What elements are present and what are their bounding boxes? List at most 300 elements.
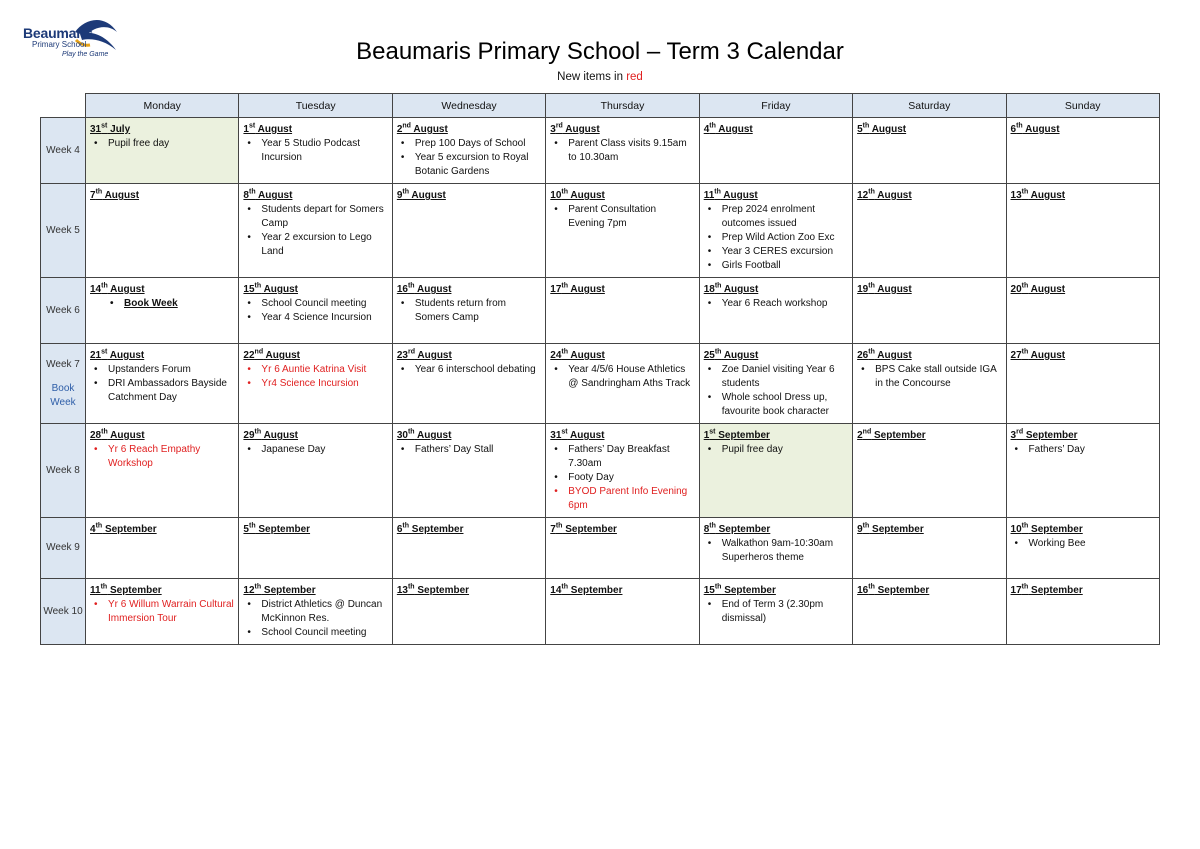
date-number: 28 [90, 430, 102, 441]
date-month: September [871, 430, 926, 441]
date-label [1011, 123, 1155, 137]
date-label [243, 584, 387, 598]
date-label [857, 189, 1001, 203]
day-header: Wednesday [392, 94, 545, 118]
date-number: 31 [90, 124, 102, 135]
day-cell [546, 579, 699, 645]
date-month: August [414, 284, 452, 295]
day-cell [1006, 424, 1159, 518]
event-list [243, 443, 387, 457]
event-item: • Zoe Daniel visiting Year 6 students [722, 363, 848, 391]
day-cell [392, 118, 545, 184]
date-suffix: th [561, 282, 568, 290]
date-number: 10 [550, 190, 562, 201]
date-number: 16 [396, 284, 408, 295]
event-list [397, 443, 541, 457]
date-month: August [410, 124, 448, 135]
day-header-row [41, 94, 1160, 118]
day-cell [239, 118, 392, 184]
corner-cell [41, 94, 86, 118]
week-sublabel: Book Week [50, 382, 76, 408]
week-label-cell [41, 118, 86, 184]
date-number: 13 [396, 585, 408, 596]
date-number: 29 [243, 430, 255, 441]
date-suffix: th [1016, 122, 1023, 130]
date-suffix: th [402, 522, 410, 530]
day-header: Friday [699, 94, 852, 118]
date-number: 2 [396, 124, 403, 135]
date-month: September [414, 585, 470, 596]
date-label [704, 429, 848, 443]
date-label [857, 429, 1001, 443]
event-list [90, 598, 234, 626]
date-suffix: th [1021, 188, 1029, 196]
date-suffix: rd [1016, 428, 1024, 436]
date-number: 11 [703, 190, 715, 201]
date-month: August [414, 350, 452, 361]
date-suffix: th [714, 348, 722, 356]
date-suffix: th [714, 188, 721, 196]
date-suffix: th [561, 583, 568, 591]
date-month: August [568, 350, 605, 361]
date-suffix: th [868, 583, 875, 591]
day-cell [239, 518, 392, 579]
date-month: September [1028, 585, 1083, 596]
event-list [1011, 443, 1155, 457]
date-label [1011, 523, 1155, 537]
event-item: • Year 6 interschool debating [415, 363, 541, 377]
date-label [90, 523, 234, 537]
date-month: August [255, 124, 293, 135]
date-label [704, 123, 848, 137]
date-label [550, 349, 694, 363]
date-month: August [261, 284, 299, 295]
date-number: 15 [243, 284, 255, 295]
date-month: August [562, 124, 600, 135]
date-number: 3 [1010, 430, 1017, 441]
date-suffix: rd [407, 348, 415, 356]
event-item: • Walkathon 9am-10:30am Superheros theme [722, 537, 848, 565]
event-item: • Prep Wild Action Zoo Exc [722, 231, 848, 245]
date-number: 4 [703, 124, 710, 135]
date-number: 19 [857, 284, 869, 295]
date-month: August [107, 284, 145, 295]
day-cell [853, 184, 1006, 278]
event-list [704, 598, 848, 626]
event-list [397, 297, 541, 325]
event-list [857, 363, 1001, 391]
event-list [704, 443, 848, 457]
logo-tagline: Play the Game [62, 51, 109, 58]
date-number: 1 [703, 430, 710, 441]
event-list [704, 537, 848, 565]
day-header: Sunday [1006, 94, 1159, 118]
event-item: • End of Term 3 (2.30pm dismissal) [722, 598, 848, 626]
event-item: • District Athletics @ Duncan McKinnon Res. [261, 598, 387, 626]
event-item: • Whole school Dress up, favourite book character [722, 391, 848, 419]
event-list [397, 363, 541, 377]
day-cell [239, 184, 392, 278]
day-cell [546, 344, 699, 424]
week-row [41, 278, 1160, 344]
date-number: 7 [550, 524, 556, 535]
date-label [704, 283, 848, 297]
date-suffix: th [868, 188, 875, 196]
event-item: • BYOD Parent Info Evening 6pm [568, 485, 694, 513]
event-item: • Pupil free day [722, 443, 848, 457]
date-suffix: st [248, 122, 256, 130]
day-cell [699, 344, 852, 424]
date-month: August [874, 284, 912, 295]
date-number: 11 [90, 585, 101, 596]
date-number: 23 [396, 350, 408, 361]
week-label-cell [41, 278, 86, 344]
day-cell [546, 184, 699, 278]
event-list [550, 203, 694, 231]
date-suffix: th [561, 188, 568, 196]
date-label [90, 584, 234, 598]
day-cell [546, 424, 699, 518]
date-suffix: th [402, 188, 410, 196]
date-number: 4 [90, 524, 96, 535]
date-number: 18 [703, 284, 715, 295]
date-number: 17 [1010, 585, 1022, 596]
day-cell [1006, 118, 1159, 184]
date-label [1011, 283, 1155, 297]
date-month: September [869, 524, 924, 535]
day-header: Monday [86, 94, 239, 118]
week-label-cell [41, 424, 86, 518]
date-suffix: th [709, 522, 716, 530]
day-cell [239, 579, 392, 645]
week-row [41, 424, 1160, 518]
day-cell [86, 118, 239, 184]
day-cell [699, 184, 852, 278]
day-cell [392, 278, 545, 344]
date-month: August [721, 284, 759, 295]
date-number: 14 [550, 585, 562, 596]
day-cell [239, 344, 392, 424]
date-number: 27 [1010, 350, 1022, 361]
event-item: • Year 3 CERES excursion [722, 245, 848, 259]
date-month: August [1022, 124, 1060, 135]
date-label [550, 123, 694, 137]
date-number: 7 [90, 190, 96, 201]
date-month: August [568, 190, 605, 201]
day-cell [86, 518, 239, 579]
date-label [397, 429, 541, 443]
date-month: August [107, 430, 145, 441]
date-label [397, 584, 541, 598]
date-number: 3 [550, 124, 556, 135]
legend-red-word: red [626, 71, 643, 83]
week-label: Week 7 [46, 358, 80, 370]
date-month: August [874, 190, 912, 201]
date-number: 6 [396, 524, 403, 535]
date-label [1011, 584, 1155, 598]
date-suffix: th [1021, 348, 1029, 356]
event-list [550, 137, 694, 165]
event-item: • Year 4 Science Incursion [261, 311, 387, 325]
week-label: Week 8 [46, 464, 80, 476]
date-number: 12 [857, 190, 869, 201]
date-month: September [715, 430, 770, 441]
event-list [397, 137, 541, 179]
date-suffix: th [561, 348, 568, 356]
week-label: Week 10 [43, 605, 83, 617]
day-cell [853, 278, 1006, 344]
date-month: August [567, 430, 605, 441]
event-item: • Yr 6 Reach Empathy Workshop [108, 443, 234, 471]
week-label: Week 5 [46, 224, 80, 236]
day-cell [86, 424, 239, 518]
date-month: August [720, 190, 758, 201]
day-cell [1006, 184, 1159, 278]
date-month: July [107, 124, 131, 135]
page-title: Beaumaris Primary School – Term 3 Calendar [356, 38, 844, 65]
date-label [1011, 429, 1155, 443]
day-cell [1006, 579, 1159, 645]
event-item: • Working Bee [1029, 537, 1155, 551]
date-number: 14 [90, 284, 102, 295]
date-number: 15 [703, 585, 715, 596]
date-label [550, 283, 694, 297]
date-number: 24 [550, 350, 562, 361]
day-cell [853, 518, 1006, 579]
event-item: • Year 5 Studio Podcast Incursion [261, 137, 387, 165]
day-cell [546, 118, 699, 184]
day-cell [1006, 518, 1159, 579]
date-suffix: th [101, 428, 108, 436]
date-suffix: nd [862, 428, 872, 436]
date-number: 12 [243, 585, 255, 596]
date-number: 21 [90, 350, 102, 361]
day-header: Thursday [546, 94, 699, 118]
date-suffix: th [254, 282, 262, 290]
event-list [550, 363, 694, 391]
date-suffix: st [101, 122, 108, 130]
date-suffix: th [248, 522, 256, 530]
date-number: 6 [1010, 124, 1017, 135]
day-cell [853, 118, 1006, 184]
event-item: • Year 5 excursion to Royal Botanic Gardens [415, 151, 541, 179]
date-label [1011, 189, 1155, 203]
date-label [704, 349, 848, 363]
date-month: September [409, 524, 464, 535]
event-list [90, 443, 234, 471]
calendar-table [40, 93, 1160, 645]
date-number: 5 [243, 524, 249, 535]
date-suffix: th [868, 282, 875, 290]
date-label [857, 584, 1001, 598]
event-item: • Students depart for Somers Camp [261, 203, 387, 231]
date-suffix: th [407, 428, 415, 436]
date-label [550, 584, 694, 598]
day-cell [699, 424, 852, 518]
date-month: September [562, 524, 617, 535]
event-item: • Pupil free day [108, 137, 234, 151]
day-cell [86, 579, 239, 645]
date-suffix: th [95, 188, 103, 196]
event-item: • Prep 100 Days of School [415, 137, 541, 151]
logo-name: Beaumaris [23, 25, 93, 41]
date-label [90, 429, 234, 443]
event-item: • Yr 6 Auntie Katrina Visit [261, 363, 387, 377]
date-number: 17 [550, 284, 562, 295]
date-suffix: th [709, 122, 716, 130]
date-suffix: th [101, 282, 108, 290]
event-list [704, 203, 848, 273]
day-cell [699, 579, 852, 645]
day-cell [392, 424, 545, 518]
date-label [550, 523, 694, 537]
day-header: Tuesday [239, 94, 392, 118]
day-cell [1006, 344, 1159, 424]
event-list [243, 363, 387, 391]
date-label [857, 123, 1001, 137]
week-label: Week 4 [46, 144, 80, 156]
day-cell [239, 424, 392, 518]
event-list [243, 203, 387, 259]
date-month: August [409, 190, 446, 201]
date-month: September [255, 524, 311, 535]
event-item: • Footy Day [568, 471, 694, 485]
day-cell [392, 518, 545, 579]
week-row [41, 184, 1160, 278]
date-month: September [874, 585, 930, 596]
day-cell [86, 184, 239, 278]
day-cell [699, 278, 852, 344]
date-label [90, 189, 234, 203]
date-number: 30 [396, 430, 408, 441]
event-list [90, 137, 234, 151]
date-label [243, 349, 387, 363]
date-suffix: th [1021, 522, 1029, 530]
date-suffix: th [714, 583, 722, 591]
week-row [41, 344, 1160, 424]
date-label [704, 584, 848, 598]
date-label [1011, 349, 1155, 363]
event-item: • DRI Ambassadors Bayside Catchment Day [108, 377, 234, 405]
date-number: 2 [857, 430, 863, 441]
date-label [397, 349, 541, 363]
event-list [90, 363, 234, 405]
event-item: • Year 6 Reach workshop [722, 297, 848, 311]
day-cell [699, 518, 852, 579]
event-item: • Fathers’ Day Stall [415, 443, 541, 457]
date-suffix: nd [402, 122, 411, 130]
date-label [857, 349, 1001, 363]
week-row [41, 518, 1160, 579]
date-month: September [1028, 524, 1083, 535]
day-cell [853, 424, 1006, 518]
day-cell [853, 579, 1006, 645]
date-month: August [874, 350, 912, 361]
date-number: 8 [243, 190, 249, 201]
date-number: 8 [703, 524, 710, 535]
date-suffix: th [100, 583, 108, 591]
date-suffix: th [862, 522, 870, 530]
date-label [397, 189, 541, 203]
event-list [550, 443, 694, 513]
logo-subtitle: Primary School [32, 40, 87, 49]
event-item: • Year 4/5/6 House Athletics @ Sandringham Aths Track [568, 363, 694, 391]
date-month: August [261, 430, 299, 441]
date-month: September [1023, 430, 1078, 441]
date-month: August [263, 350, 300, 361]
event-item: • Japanese Day [261, 443, 387, 457]
date-label [550, 429, 694, 443]
event-list [243, 297, 387, 325]
event-item: • Yr 6 Willum Warrain Cultural Immersion Tour [108, 598, 234, 626]
date-label [243, 123, 387, 137]
date-number: 1 [243, 124, 249, 135]
calendar-body [41, 118, 1160, 645]
date-month: September [715, 524, 771, 535]
week-label-cell [41, 518, 86, 579]
event-item: • Yr4 Science Incursion [261, 377, 387, 391]
day-cell [546, 278, 699, 344]
week-label-cell [41, 184, 86, 278]
date-number: 22 [243, 350, 255, 361]
event-list [1011, 537, 1155, 551]
week-label: Week 6 [46, 304, 80, 316]
date-label [397, 283, 541, 297]
date-label [90, 283, 234, 297]
event-item: • Parent Class visits 9.15am to 10.30am [568, 137, 694, 165]
date-suffix: th [95, 522, 103, 530]
event-item: • Fathers’ Day [1029, 443, 1155, 457]
event-item: • Prep 2024 enrolment outcomes issued [722, 203, 848, 231]
event-item: • School Council meeting [261, 626, 387, 640]
event-item: • Girls Football [722, 259, 848, 273]
date-month: September [568, 585, 623, 596]
date-month: August [568, 284, 605, 295]
day-cell [853, 344, 1006, 424]
day-cell [239, 278, 392, 344]
date-suffix: nd [254, 348, 264, 356]
date-number: 9 [396, 190, 403, 201]
date-month: September [261, 585, 316, 596]
day-cell [392, 579, 545, 645]
day-cell [546, 518, 699, 579]
date-month: August [1028, 350, 1066, 361]
date-label [704, 189, 848, 203]
date-suffix: th [862, 122, 870, 130]
day-cell [86, 344, 239, 424]
date-label [857, 283, 1001, 297]
event-item: • Upstanders Forum [108, 363, 234, 377]
date-label [243, 189, 387, 203]
date-month: August [102, 190, 140, 201]
week-row [41, 579, 1160, 645]
event-list [704, 363, 848, 419]
day-cell [1006, 278, 1159, 344]
date-label [397, 123, 541, 137]
event-list [243, 598, 387, 640]
date-month: August [1028, 284, 1066, 295]
week-row [41, 118, 1160, 184]
day-cell [86, 278, 239, 344]
date-month: August [414, 430, 452, 441]
date-month: September [107, 585, 162, 596]
week-label: Week 9 [46, 542, 80, 553]
date-month: September [102, 524, 157, 535]
date-suffix: th [868, 348, 875, 356]
day-cell [699, 118, 852, 184]
date-suffix: th [254, 583, 262, 591]
date-suffix: th [254, 428, 262, 436]
